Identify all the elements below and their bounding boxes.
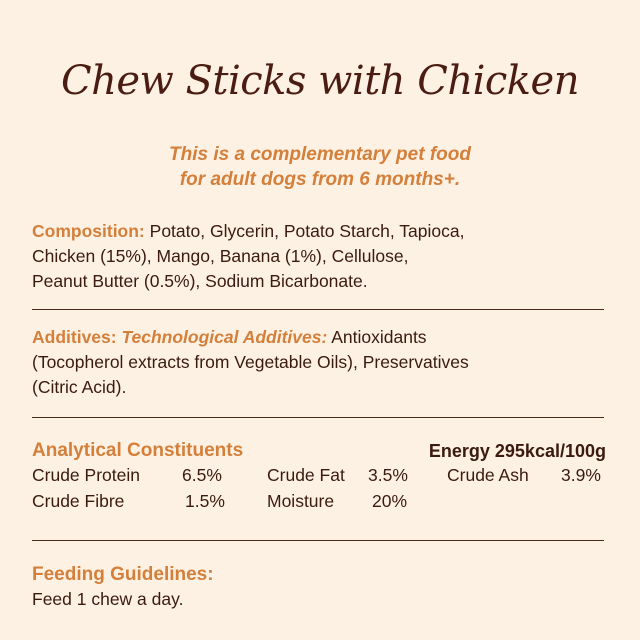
subtitle-line: for adult dogs from 6 months+. bbox=[179, 169, 461, 190]
analytical-section bbox=[32, 437, 606, 517]
composition-section bbox=[32, 219, 612, 294]
feeding-text: Feed 1 chew a day. bbox=[32, 589, 184, 609]
constituent-value: 6.5% bbox=[182, 465, 222, 485]
additives-text: Antioxidants bbox=[331, 327, 427, 347]
product-subtitle bbox=[0, 142, 640, 192]
additives-text: (Tocopherol extracts from Vegetable Oils), Preservatives bbox=[32, 352, 469, 372]
additives-section bbox=[32, 325, 612, 400]
additives-text: (Citric Acid). bbox=[32, 377, 127, 397]
feeding-label: Feeding Guidelines: bbox=[32, 564, 214, 585]
composition-text: Chicken (15%), Mango, Banana (1%), Cellulose, bbox=[32, 246, 409, 266]
constituents-row bbox=[32, 465, 606, 491]
constituent-name: Crude Fibre bbox=[32, 491, 125, 511]
energy-value: Energy 295kcal/100g bbox=[428, 440, 606, 461]
feeding-section bbox=[32, 562, 612, 612]
composition-text: Potato, Glycerin, Potato Starch, Tapioca, bbox=[149, 221, 465, 241]
subtitle-line: This is a complementary pet food bbox=[169, 144, 471, 165]
composition-label: Composition: bbox=[32, 221, 145, 241]
constituent-value: 3.9% bbox=[561, 465, 601, 485]
constituent-value: 1.5% bbox=[185, 491, 225, 511]
constituent-value: 3.5% bbox=[368, 465, 408, 485]
constituent-name: Crude Fat bbox=[267, 465, 345, 485]
analytical-label: Analytical Constituents bbox=[32, 440, 244, 461]
constituents-row bbox=[32, 491, 606, 517]
composition-text: Peanut Butter (0.5%), Sodium Bicarbonate. bbox=[32, 271, 368, 291]
constituent-name: Crude Ash bbox=[447, 465, 529, 485]
additives-sublabel: Technological Additives: bbox=[121, 327, 328, 347]
constituent-value: 20% bbox=[372, 491, 408, 511]
divider bbox=[32, 540, 604, 541]
divider bbox=[32, 309, 604, 310]
constituent-name: Moisture bbox=[267, 491, 335, 511]
constituent-name: Crude Protein bbox=[32, 465, 140, 485]
additives-label: Additives: bbox=[32, 327, 117, 347]
product-title: Chew Sticks with Chicken bbox=[61, 58, 579, 104]
divider bbox=[32, 417, 604, 418]
